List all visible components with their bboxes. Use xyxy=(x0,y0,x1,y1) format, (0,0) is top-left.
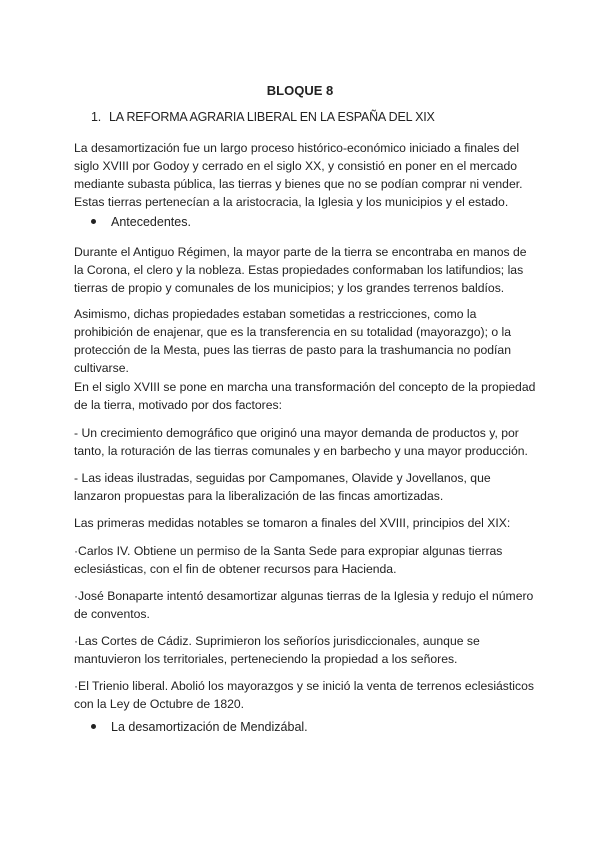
section-heading-text: LA REFORMA AGRARIA LIBERAL EN LA ESPAÑA DEL XIX xyxy=(109,110,435,124)
paragraph-antiguo-regimen: Durante el Antiguo Régimen, la mayor parte de la tierra se encontraba en manos de la Corona, el clero y la nobleza. Estas propiedades conformaban los latifundios; las tierras de propio y comunales de los municipios; y los grandes terrenos baldíos. xyxy=(74,245,527,295)
paragraph-cortes-cadiz: ·Las Cortes de Cádiz. Suprimieron los señoríos jurisdiccionales, aunque se mantuvieron los territoriales, perteneciendo la propiedad a los señores. xyxy=(74,634,480,666)
paragraph-jose-bonaparte: ·José Bonaparte intentó desamortizar algunas tierras de la Iglesia y redujo el número de conventos. xyxy=(74,589,534,621)
paragraph-ideas-ilustradas: - Las ideas ilustradas, seguidas por Campomanes, Olavide y Jovellanos, que lanzaron propuestas para la liberalización de las fincas amortizadas. xyxy=(74,471,491,503)
bullet-label: Antecedentes. xyxy=(111,215,191,229)
bullet-icon xyxy=(91,219,96,224)
paragraph-intro: La desamortización fue un largo proceso histórico-económico iniciado a finales del siglo XVIII por Godoy y cerrado en el siglo XX, y consistió en poner en el mercado mediante subasta pública, las tierras y bienes que no se podían comprar ni vender. Estas tierras pertenecían a la aristocracia, la Iglesia y los municipios y el estado. xyxy=(74,141,523,209)
paragraph-siglo-xviii: En el siglo XVIII se pone en marcha una transformación del concepto de la propiedad de la tierra, motivado por dos factores: xyxy=(74,380,536,412)
paragraph-restricciones: Asimismo, dichas propiedades estaban sometidas a restricciones, como la prohibición de enajenar, que es la transferencia en su totalidad (mayorazgo); o la protección de la Mesta, pues las tierras de pasto para la trashumancia no podían cultivarse. xyxy=(74,307,511,375)
paragraph-crecimiento: - Un crecimiento demográfico que originó una mayor demanda de productos y, por tanto, la roturación de las tierras comunales y en barbecho y una mayor producción. xyxy=(74,426,528,458)
bullet-icon xyxy=(91,724,96,729)
section-number: 1. xyxy=(91,110,102,124)
bullet-mendizabal xyxy=(91,720,308,734)
bullet-antecedentes xyxy=(91,215,191,229)
paragraph-trienio-liberal: ·El Trienio liberal. Abolió los mayorazgos y se inició la venta de terrenos eclesiásticos con la Ley de Octubre de 1820. xyxy=(74,679,534,711)
document-title: BLOQUE 8 xyxy=(266,83,334,98)
paragraph-carlos-iv: ·Carlos IV. Obtiene un permiso de la Santa Sede para expropiar algunas tierras eclesiásticas, con el fin de obtener recursos para Hacienda. xyxy=(74,544,503,576)
bullet-label: La desamortización de Mendizábal. xyxy=(111,720,308,734)
paragraph-primeras-medidas: Las primeras medidas notables se tomaron a finales del XVIII, principios del XIX: xyxy=(74,516,511,530)
section-heading xyxy=(91,110,435,124)
